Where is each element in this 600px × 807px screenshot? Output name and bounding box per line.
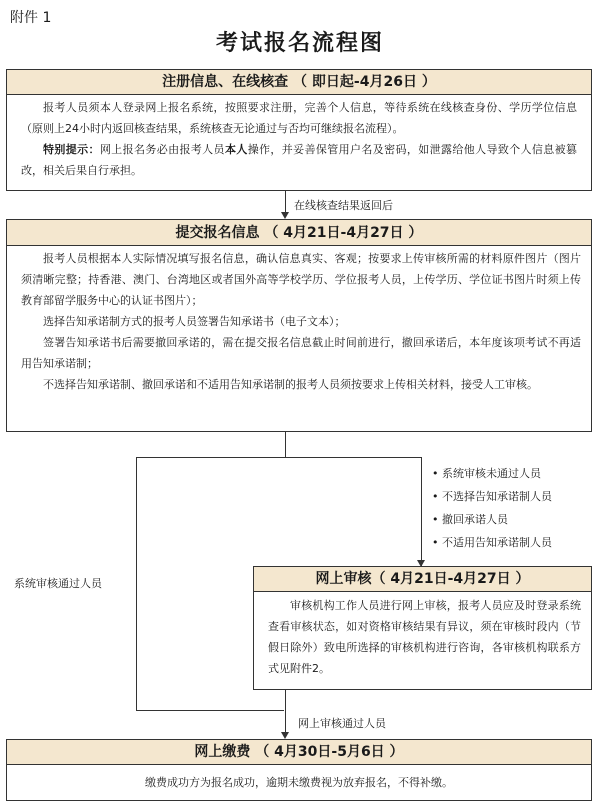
connector-1	[285, 191, 286, 213]
right-branch-line	[421, 457, 422, 566]
step-register-header: 注册信息、在线核查 （ 即日起-4月26日 ）	[7, 70, 591, 95]
special-notice-text-b: 操作，并妥善保管用户名及密码，如泄露给他人导致个人信息被篡改，相关后果自行承担。	[21, 143, 578, 177]
left-branch-bottom	[136, 710, 284, 711]
connector-1-label: 在线核查结果返回后	[294, 199, 393, 212]
left-branch-line	[136, 457, 137, 710]
step-submit-box	[6, 219, 592, 432]
step-payment-body	[7, 768, 591, 793]
criteria-item: • 不选择告知承诺制人员	[432, 490, 552, 503]
connector-3-label: 网上审核通过人员	[298, 717, 386, 730]
step-submit-body	[7, 248, 591, 395]
manual-review-criteria	[432, 462, 552, 554]
arrow-1	[281, 212, 289, 219]
step-review-text: 审核机构工作人员进行网上审核，报考人员应及时登录系统查看审核状态，如对资格审核结果有异议，须在审核时段内（节假日除外）致电所选择的审核机构进行咨询，各审核机构联系方式见附件2。	[268, 599, 581, 675]
branch-vertical-top	[285, 432, 286, 457]
step-submit-text-4: 不选择告知承诺制、撤回承诺和不适用告知承诺制的报考人员须按要求上传相关材料，接受人工审核。	[43, 378, 538, 391]
step-review-header: 网上审核（ 4月21日-4月27日 ）	[254, 567, 591, 592]
criteria-item: • 系统审核未通过人员	[432, 467, 541, 480]
special-notice-text-a: 网上报名务必由报考人员	[99, 143, 225, 156]
step-submit-header: 提交报名信息 （ 4月21日-4月27日 ）	[7, 220, 591, 246]
step-payment-text: 缴费成功方为报名成功，逾期未缴费视为放弃报名，不得补缴。	[145, 776, 453, 789]
special-notice-emphasis: 本人	[224, 143, 248, 156]
criteria-item: • 撤回承诺人员	[432, 513, 508, 526]
system-approved-label: 系统审核通过人员	[14, 577, 102, 590]
branch-horizontal	[136, 457, 422, 458]
special-notice	[21, 139, 577, 181]
step-submit-text-2: 选择告知承诺制方式的报考人员签署告知承诺书（电子文本）；	[43, 315, 346, 328]
arrow-3	[281, 732, 289, 739]
special-notice-label: 特别提示：	[43, 143, 100, 156]
page-title: 考试报名流程图	[215, 31, 384, 56]
step-register-text: 报考人员须本人登录网上报名系统，按照要求注册，完善个人信息，等待系统在线核查身份、学历学位信息（原则上24小时内返回核查结果，系统核查无论通过与否均可继续报名流程）。	[21, 101, 577, 135]
step-review-box	[253, 566, 592, 690]
step-register-body	[7, 97, 591, 181]
step-payment-box	[6, 739, 592, 801]
step-submit-text-3: 签署告知承诺书后需要撤回承诺的，需在提交报名信息截止时间前进行，撤回承诺后，本年度该项考试不再适用告知承诺制；	[21, 336, 581, 370]
attachment-label: 附件 1	[10, 10, 52, 26]
criteria-item: • 不适用告知承诺制人员	[432, 536, 552, 549]
connector-3	[285, 690, 286, 734]
step-submit-text-1: 报考人员根据本人实际情况填写报名信息，确认信息真实、客观；按要求上传审核所需的材料原件图片（图片须清晰完整；持香港、澳门、台湾地区或者国外高等学校学历、学位报考人员，上传学历、学位证书图片时须上传教育部留学服务中心的认证书图片）；	[21, 252, 581, 307]
step-register-box	[6, 69, 592, 191]
step-review-body	[254, 595, 591, 679]
step-payment-header: 网上缴费 （ 4月30日-5月6日 ）	[7, 740, 591, 765]
